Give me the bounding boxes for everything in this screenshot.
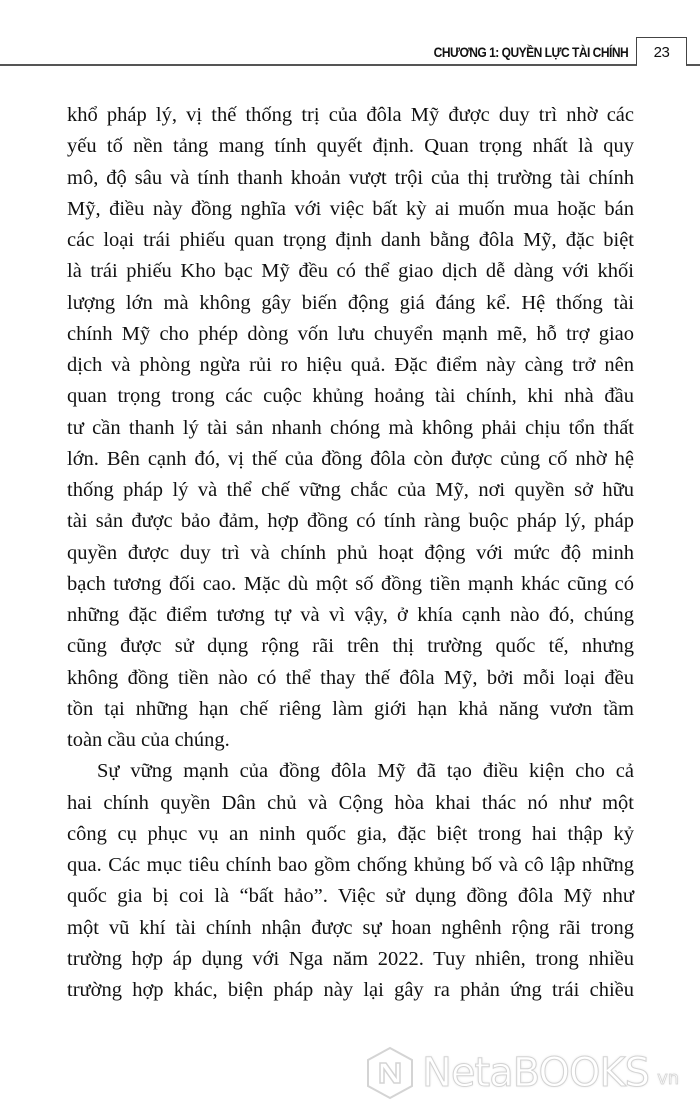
- watermark-suffix: vn: [657, 1068, 680, 1089]
- text-line: tư cần thanh lý tài sản nhanh chóng mà không phải chịu tổn thất: [67, 416, 634, 439]
- text-line: trường hợp khác, biện pháp này lại gây ra phản ứng trái chiều: [67, 979, 634, 1001]
- paragraph-2: [67, 756, 634, 1006]
- chapter-title: CHƯƠNG 1: QUYỀN LỰC TÀI CHÍNH: [433, 44, 628, 60]
- text-line: toàn cầu của chúng.: [67, 729, 230, 751]
- text-line: lớn. Bên cạnh đó, vị thế của đồng đôla còn được củng cố nhờ hệ: [67, 447, 634, 470]
- text-line: dịch và phòng ngừa rủi ro hiệu quả. Đặc điểm này càng trở nên: [67, 354, 634, 376]
- text-line: lượng lớn mà không gây biến động giá đáng kể. Hệ thống tài: [67, 291, 634, 314]
- text-line: quốc gia bị coi là “bất hảo”. Việc sử dụng đồng đôla Mỹ như: [67, 885, 634, 908]
- text-line: thống pháp lý và thể chế vững chắc của Mỹ, nơi quyền sở hữu: [67, 479, 634, 501]
- page-number: 23: [653, 44, 670, 61]
- text-line: chính Mỹ cho phép dòng vốn lưu chuyển mạnh mẽ, hỗ trợ giao: [67, 322, 634, 345]
- text-line: công cụ phục vụ an ninh quốc gia, đặc biệt trong hai thập kỷ: [67, 822, 634, 845]
- text-line: khổ pháp lý, vị thế thống trị của đôla Mỹ được duy trì nhờ các: [67, 104, 634, 126]
- text-line: yếu tố nền tảng mang tính quyết định. Quan trọng nhất là quy: [67, 135, 634, 158]
- text-line: qua. Các mục tiêu chính bao gồm chống khủng bố và cô lập những: [67, 854, 634, 876]
- text-line: Sự vững mạnh của đồng đôla Mỹ đã tạo điều kiện cho cả: [97, 760, 634, 783]
- watermark: [364, 1045, 679, 1101]
- text-line: một vũ khí tài chính nhận được sự hoan nghênh rộng rãi trong: [67, 916, 634, 939]
- text-line: cũng được sử dụng rộng rãi trên thị trường quốc tế, nhưng: [67, 635, 634, 658]
- text-line: quyền được duy trì và chính phủ hoạt động với mức độ minh: [67, 541, 634, 564]
- header-rule-right: [686, 64, 700, 66]
- body-text: [67, 100, 634, 1006]
- text-line: mô, độ sâu và tính thanh khoản vượt trội của thị trường tài chính: [67, 166, 634, 189]
- netabooks-hexagon-logo-icon: [364, 1045, 416, 1101]
- text-line: không đồng tiền nào có thể thay thế đôla Mỹ, bởi mỗi loại đều: [67, 666, 634, 689]
- page-number-box: [636, 37, 687, 65]
- text-line: những đặc điểm tương tự và vì vậy, ở khía cạnh nào đó, chúng: [67, 604, 634, 626]
- watermark-brand: NetaBOOKS: [422, 1050, 650, 1096]
- header-rule: [0, 64, 637, 66]
- text-line: quan trọng trong các cuộc khủng hoảng tài chính, khi nhà đầu: [67, 385, 634, 408]
- text-line: tồn tại những hạn chế riêng làm giới hạn khả năng vươn tầm: [67, 697, 634, 720]
- text-line: hai chính quyền Dân chủ và Cộng hòa khai thác nó như một: [67, 791, 634, 814]
- text-line: là trái phiếu Kho bạc Mỹ đều có thể giao dịch dễ dàng với khối: [67, 260, 634, 283]
- running-head: [0, 0, 700, 70]
- text-line: trường hợp áp dụng với Nga năm 2022. Tuy nhiên, trong nhiều: [67, 947, 634, 970]
- text-line: các loại trái phiếu quan trọng định danh bằng đôla Mỹ, đặc biệt: [67, 229, 634, 251]
- text-line: Mỹ, điều này đồng nghĩa với việc bất kỳ ai muốn mua hoặc bán: [67, 197, 634, 220]
- text-line: bạch tương đối cao. Mặc dù một số đồng tiền mạnh khác cũng có: [67, 572, 634, 595]
- paragraph-1: [67, 100, 634, 756]
- text-line: tài sản được bảo đảm, hợp đồng có tính ràng buộc pháp lý, pháp: [67, 510, 634, 533]
